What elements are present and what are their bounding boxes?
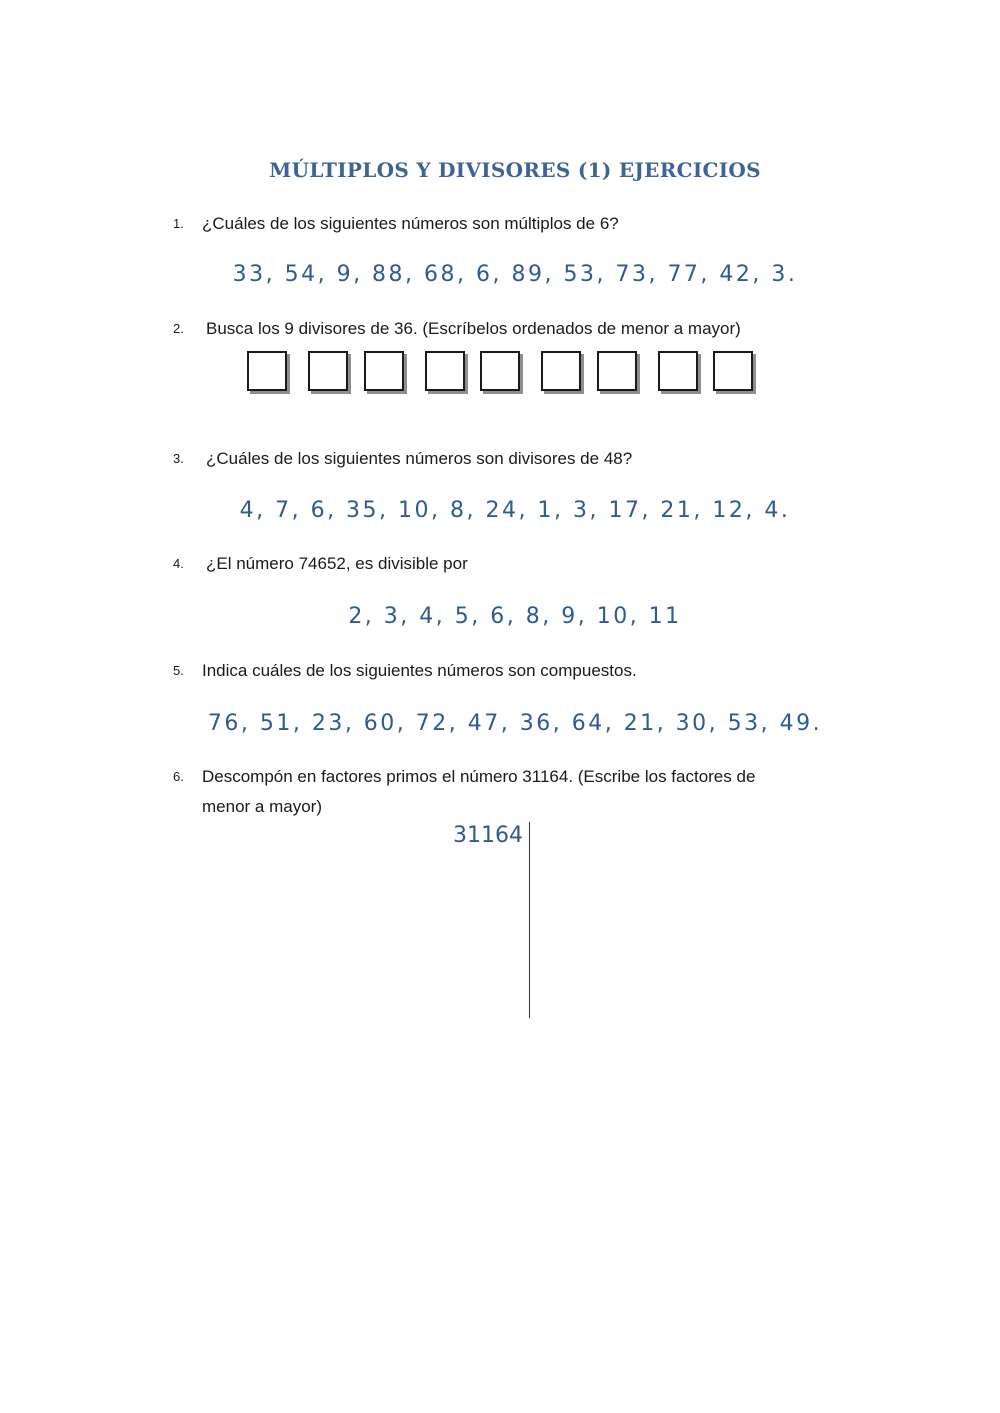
- exercise-2-number: 2.: [173, 321, 184, 336]
- factorization-divider: [529, 822, 530, 1018]
- answer-box-8[interactable]: [658, 351, 698, 391]
- exercise-6-number: 6.: [173, 769, 184, 784]
- exercise-1-question: ¿Cuáles de los siguientes números son múltiplos de 6?: [202, 214, 619, 233]
- exercise-6-question-line-1: Descompón en factores primos el número 31164. (Escribe los factores de: [202, 767, 756, 786]
- answer-box-2[interactable]: [308, 351, 348, 391]
- answer-box-6[interactable]: [541, 351, 581, 391]
- exercise-5-numbers[interactable]: 76, 51, 23, 60, 72, 47, 36, 64, 21, 30, 53, 49.: [207, 711, 823, 736]
- factorization-number: 31164: [453, 823, 523, 848]
- exercise-3-number: 3.: [173, 451, 184, 466]
- exercise-5-number: 5.: [173, 663, 184, 678]
- answer-box-3[interactable]: [364, 351, 404, 391]
- exercise-6-question-line-2: menor a mayor): [202, 797, 322, 816]
- exercise-2-question: Busca los 9 divisores de 36. (Escríbelos ordenados de menor a mayor): [206, 319, 741, 338]
- answer-box-4[interactable]: [425, 351, 465, 391]
- exercise-3-numbers[interactable]: 4, 7, 6, 35, 10, 8, 24, 1, 3, 17, 21, 12, 4.: [239, 498, 791, 523]
- answer-box-9[interactable]: [713, 351, 753, 391]
- exercise-1-numbers[interactable]: 33, 54, 9, 88, 68, 6, 89, 53, 73, 77, 42, 3.: [232, 262, 798, 287]
- exercise-5-question: Indica cuáles de los siguientes números son compuestos.: [202, 661, 637, 680]
- answer-box-7[interactable]: [597, 351, 637, 391]
- exercise-4-number: 4.: [173, 556, 184, 571]
- exercise-4-numbers[interactable]: 2, 3, 4, 5, 6, 8, 9, 10, 11: [348, 604, 682, 629]
- answer-box-5[interactable]: [480, 351, 520, 391]
- page-title: MÚLTIPLOS Y DIVISORES (1) EJERCICIOS: [269, 158, 761, 182]
- exercise-3-question: ¿Cuáles de los siguientes números son divisores de 48?: [206, 449, 633, 468]
- exercise-1-number: 1.: [173, 216, 184, 231]
- exercise-4-question: ¿El número 74652, es divisible por: [206, 554, 468, 573]
- answer-box-1[interactable]: [247, 351, 287, 391]
